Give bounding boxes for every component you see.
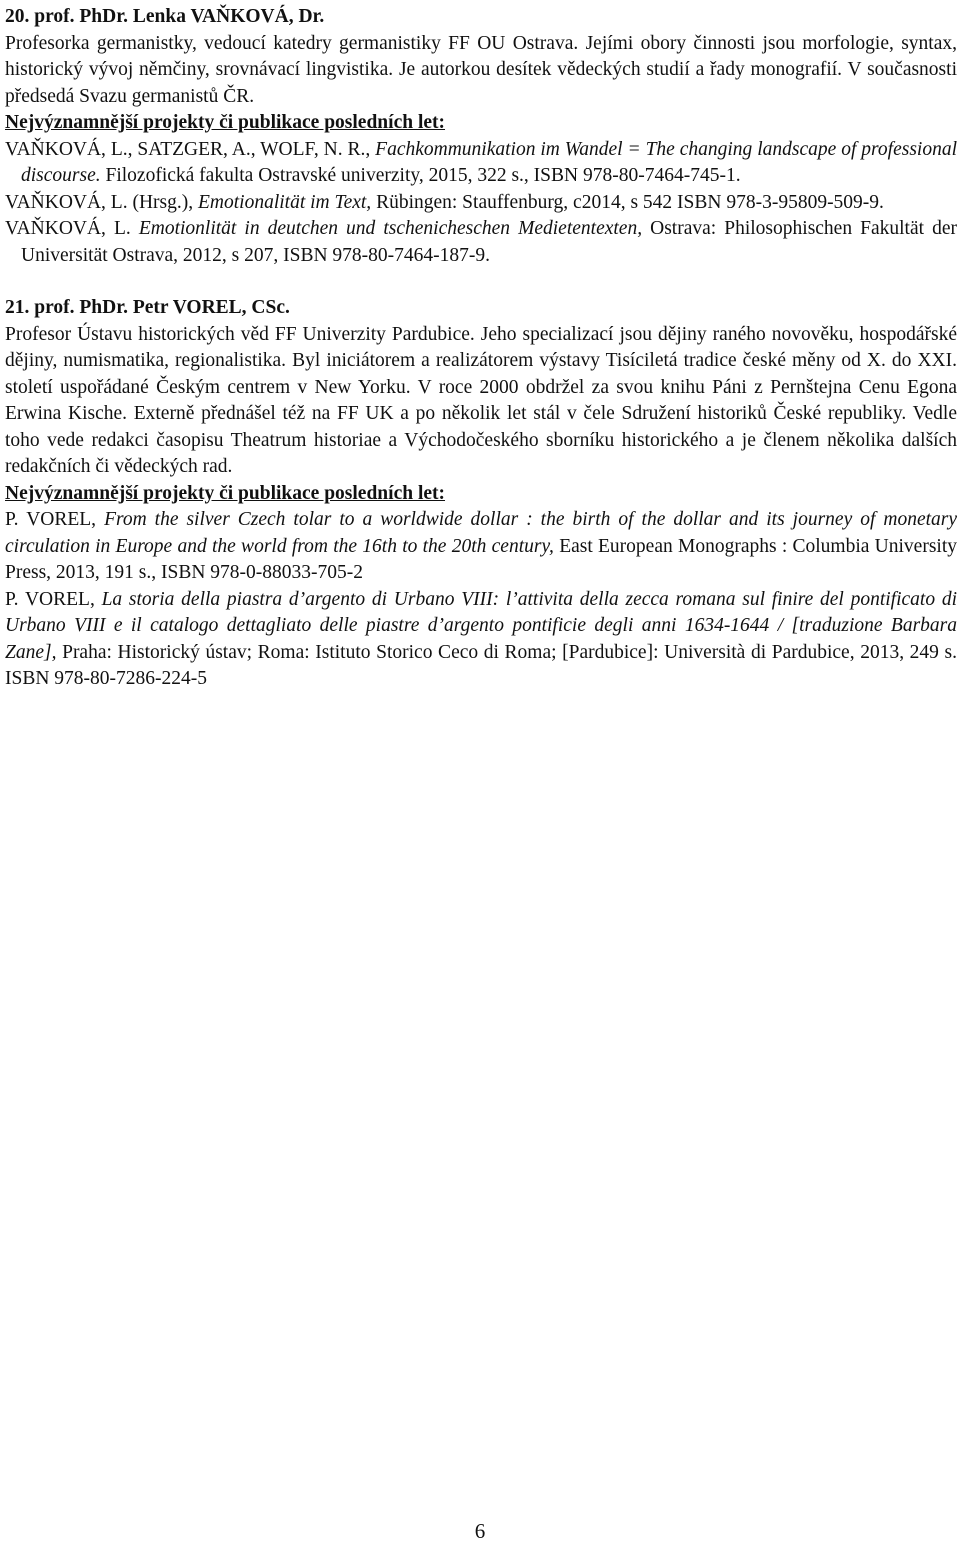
reference-title: Fachkommunikation im Wandel = The changing landscape of professional discourse.	[21, 138, 957, 186]
entry-heading: 21. prof. PhDr. Petr VOREL, CSc.	[5, 297, 290, 318]
reference-item	[5, 137, 957, 190]
entry-bio: Profesor Ústavu historických věd FF Univerzity Pardubice. Jeho specializací jsou dějiny raného novověku, hospodářské dějiny, numismatika, regionalistika. Byl iniciátorem a realizátorem výstavy Tisíciletá tradice české měny od X. do XXI. století uspořádané Českým centrem v New Yorku. V roce 2000 obdržel za svou knihu Páni z Pernštejna Cenu Egona Erwina Kische. Externě přednášel též na FF UK a po několik let stál v čele Sdružení historiků České republiky. Vedle toho vede redakci časopisu Theatrum historiae a Východočeského sborníku historického a je členem několika dalších redakčních či vědeckých rad.	[5, 323, 957, 477]
document-page	[5, 4, 957, 693]
reference-item	[5, 587, 957, 693]
projects-label: Nejvýznamnější projekty či publikace posledních let:	[5, 482, 446, 504]
reference-authors: VAŇKOVÁ, L.	[5, 218, 131, 239]
entry-heading: 20. prof. PhDr. Lenka VAŇKOVÁ, Dr.	[5, 6, 325, 27]
reference-authors: VAŇKOVÁ, L., SATZGER, A., WOLF, N. R.,	[5, 138, 371, 160]
reference-item	[5, 190, 957, 217]
reference-details: East European Monographs : Columbia University Press, 2013, 191 s., ISBN 978-0-88033-705-2	[5, 535, 957, 583]
reference-authors: P. VOREL,	[5, 509, 97, 530]
reference-title: Emotionalität im Text,	[198, 191, 372, 213]
reference-details: Filozofická fakulta Ostravské univerzity, 2015, 322 s., ISBN 978-80-7464-745-1.	[105, 165, 741, 186]
reference-authors: P. VOREL,	[5, 588, 95, 610]
reference-title: La storia della piastra d’argento di Urbano VIII: l’attivita della zecca romana sul finire del pontificato di Urbano VIII e il catalogo dettagliato delle piastre d’argento pontificie degli anni 1634-1644 / [traduzione Barbara Zane],	[5, 588, 957, 663]
reference-details: Ostrava: Philosophischen Fakultät der Universität Ostrava, 2012, s 207, ISBN 978-80-7464-187-9.	[21, 218, 958, 266]
reference-title: Emotionlität in deutchen und tschenicheschen Medietentexten,	[138, 218, 643, 239]
reference-item	[5, 216, 957, 269]
reference-item	[5, 507, 957, 587]
entry-vorel	[5, 295, 957, 693]
projects-label: Nejvýznamnější projekty či publikace posledních let:	[5, 112, 446, 133]
entry-vankova	[5, 4, 957, 269]
section-spacer	[5, 269, 957, 295]
entry-bio: Profesorka germanistky, vedoucí katedry germanistiky FF OU Ostrava. Jejími obory činnosti jsou morfologie, syntax, historický vývoj němčiny, srovnávací lingvistika. Je autorkou desítek vědeckých studií a řady monografií. V současnosti předsedá Svazu germanistů ČR.	[5, 32, 957, 107]
reference-authors: VAŇKOVÁ, L. (Hrsg.),	[5, 191, 194, 213]
reference-details: Rübingen: Stauffenburg, c2014, s 542 ISBN 978-3-95809-509-9.	[376, 191, 884, 213]
reference-details: Praha: Historický ústav; Roma: Istituto Storico Ceco di Roma; [Pardubice]: Università di Pardubice, 2013, 249 s. ISBN 978-80-7286-224-5	[5, 641, 957, 689]
page-number: 6	[474, 1519, 486, 1543]
reference-title: From the silver Czech tolar to a worldwide dollar : the birth of the dollar and its journey of monetary circulation in Europe and the world from the 16th to the 20th century,	[5, 509, 958, 557]
